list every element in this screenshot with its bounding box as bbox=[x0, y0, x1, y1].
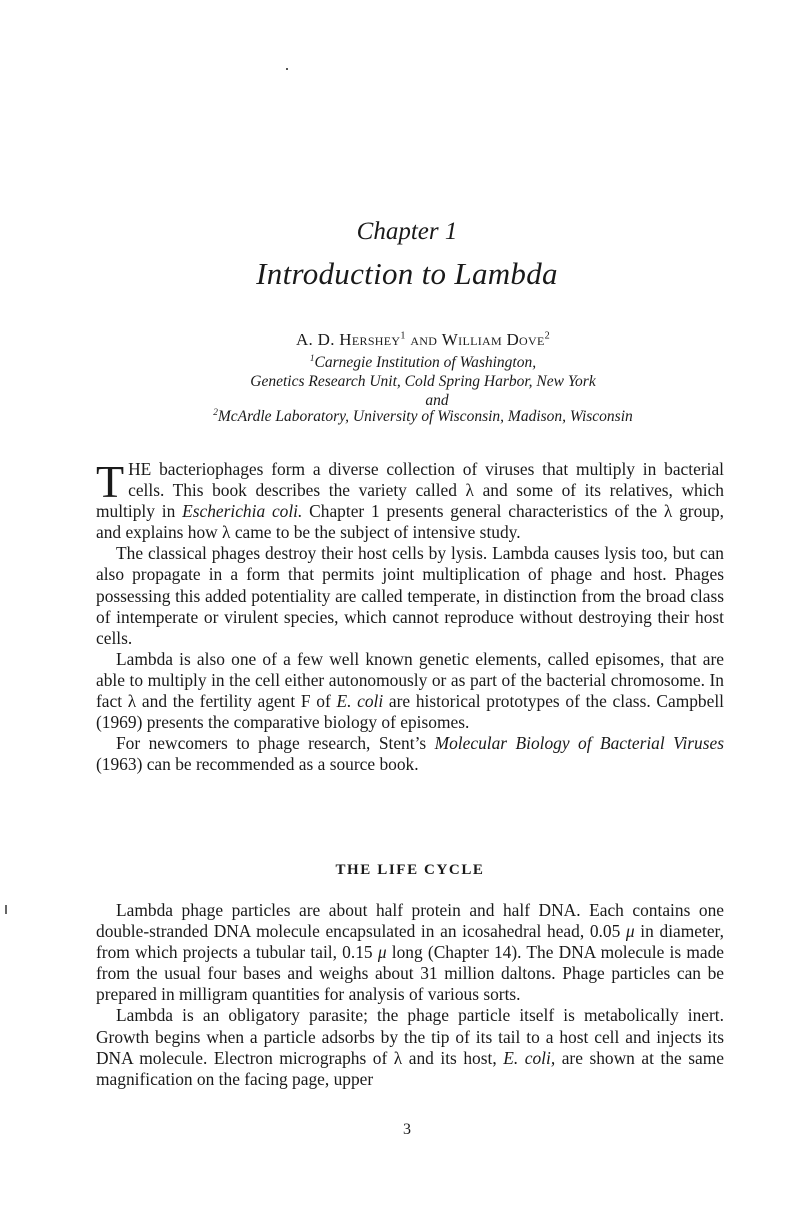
section-p1-text-a: Lambda phage particles are about half protein and half DNA. Each contains one double-stranded DNA molecule encapsulated in an icosahedral head, 0.05 bbox=[96, 900, 724, 942]
section-p2-italic: E. coli, bbox=[503, 1047, 556, 1068]
intro-p1-italic: Escherichia coli. bbox=[182, 501, 303, 522]
chapter-title: Introduction to Lambda bbox=[256, 256, 558, 291]
mu-symbol-1: μ bbox=[625, 921, 635, 942]
aff-1-sup: 1 bbox=[309, 353, 315, 364]
intro-p3-text-b: are historical prototypes of the class. Campbell (1969) presents the comparative biology of episomes. bbox=[96, 691, 725, 733]
intro-paragraph-3 bbox=[96, 649, 724, 733]
author-2-sup: 2 bbox=[544, 330, 551, 342]
section-paragraph-1 bbox=[96, 900, 724, 1005]
affiliation-1-line-2: Genetics Research Unit, Cold Spring Harbor, New York bbox=[250, 373, 596, 390]
margin-mark bbox=[5, 905, 7, 914]
author-line bbox=[23, 330, 800, 350]
section-heading: THE LIFE CYCLE bbox=[335, 862, 485, 878]
intro-p1-text-a: HE bacteriophages form a diverse collection of viruses that multiply in bacterial cells. This book describes the variety called λ and some of its relatives, which multiply in bbox=[96, 459, 724, 522]
intro-p3-text-a: Lambda is also one of a few well known genetic elements, called episomes, that are able to multiply in the cell either autonomously or as part of the bacterial chromosome. In fact λ and the fertility agent F of bbox=[96, 648, 724, 712]
author-2: William Dove bbox=[441, 330, 545, 349]
affiliation-1-line-1 bbox=[23, 354, 800, 372]
author-and: and bbox=[410, 330, 438, 349]
section-p2-text-b: are shown at the same magnification on the facing page, upper bbox=[96, 1047, 725, 1089]
affiliation-2 bbox=[23, 408, 800, 426]
mu-symbol-2: μ bbox=[377, 942, 387, 963]
section-paragraph-2 bbox=[96, 1005, 724, 1089]
page-number: 3 bbox=[403, 1121, 411, 1138]
intro-p4-text-a: For newcomers to phage research, Stent’s bbox=[116, 733, 435, 754]
intro-paragraph-1 bbox=[96, 456, 724, 543]
chapter-number: Chapter 1 bbox=[356, 218, 458, 245]
scan-speck bbox=[286, 68, 288, 70]
intro-paragraph-4 bbox=[96, 733, 724, 775]
aff-2-text: McArdle Laboratory, University of Wisconsin, Madison, Wisconsin bbox=[217, 408, 633, 425]
affiliation-conjunction: and bbox=[425, 392, 449, 409]
intro-p1-text-b: Chapter 1 presents general characteristics of the λ group, and explains how λ came to be the subject of intensive study. bbox=[96, 501, 724, 543]
intro-paragraph-2: The classical phages destroy their host cells by lysis. Lambda causes lysis too, but can also propagate in a form that permits joint multiplication of phage and host. Phages possessing this added potentiality are called temperate, in distinction from the broad class of intemperate or virulent species, which cannot reproduce without destroying their host cells. bbox=[96, 543, 724, 648]
introduction-text bbox=[96, 456, 725, 775]
author-1: A. D. Hershey bbox=[295, 330, 401, 349]
drop-cap: T bbox=[96, 456, 125, 507]
section-p1-text-c: long (Chapter 14). The DNA molecule is made from the usual four bases and weighs about 31 million daltons. Phage particles can be prepared in milligram quantities for analysis of various sorts. bbox=[96, 942, 724, 1005]
intro-p4-italic: Molecular Biology of Bacterial Viruses bbox=[434, 733, 725, 754]
author-1-sup: 1 bbox=[400, 330, 406, 342]
intro-p4-text-b: (1963) can be recommended as a source book. bbox=[96, 754, 419, 775]
section-p1-text-b: in diameter, from which projects a tubular tail, 0.15 bbox=[96, 921, 724, 963]
aff-1-text: Carnegie Institution of Washington, bbox=[314, 354, 537, 371]
section-p2-text-a: Lambda is an obligatory parasite; the phage particle itself is metabolically inert. Growth begins when a particle adsorbs by the tip of its tail to a host cell and injects its DNA molecule. Electron micrographs of λ and its host, bbox=[96, 1005, 724, 1068]
aff-2-sup: 2 bbox=[213, 407, 218, 418]
intro-p3-italic: E. coli bbox=[336, 691, 384, 712]
life-cycle-text bbox=[96, 900, 724, 1090]
